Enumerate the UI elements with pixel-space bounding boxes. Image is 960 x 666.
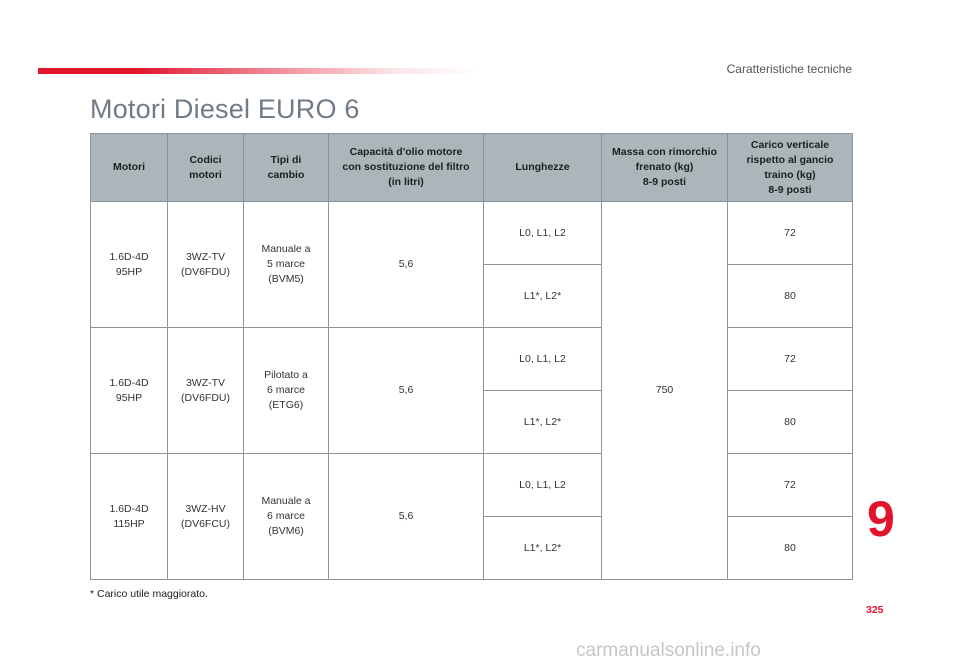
table-header-row xyxy=(91,134,853,202)
column-header-gearbox: Tipi di cambio xyxy=(244,134,329,202)
page-number: 325 xyxy=(866,604,884,616)
vertical-load-cell: 80 xyxy=(728,391,853,454)
vertical-load-cell: 80 xyxy=(728,265,853,328)
oil-capacity-cell: 5,6 xyxy=(329,202,484,328)
table-row xyxy=(91,202,853,265)
watermark: carmanualsonline.info xyxy=(576,640,761,661)
length-cell: L1*, L2* xyxy=(484,391,602,454)
engine-cell: 1.6D-4D 95HP xyxy=(91,202,168,328)
column-header-lengths: Lunghezze xyxy=(484,134,602,202)
trailer-mass-cell: 750 xyxy=(602,202,728,580)
column-header-engine-code: Codici motori xyxy=(168,134,244,202)
length-cell: L1*, L2* xyxy=(484,517,602,580)
oil-capacity-cell: 5,6 xyxy=(329,328,484,454)
section-header: Caratteristiche tecniche xyxy=(726,62,852,76)
column-header-vertical-load: Carico verticale rispetto al gancio traino (kg) 8-9 posti xyxy=(728,134,853,202)
length-cell: L0, L1, L2 xyxy=(484,202,602,265)
engine-code-cell: 3WZ-HV (DV6FCU) xyxy=(168,454,244,580)
engine-cell: 1.6D-4D 95HP xyxy=(91,328,168,454)
header-accent-bar xyxy=(38,68,478,74)
gearbox-cell: Manuale a 5 marce (BVM5) xyxy=(244,202,329,328)
column-header-trailer-mass: Massa con rimorchio frenato (kg) 8-9 posti xyxy=(602,134,728,202)
column-header-engine: Motori xyxy=(91,134,168,202)
chapter-number: 9 xyxy=(867,491,895,547)
oil-capacity-cell: 5,6 xyxy=(329,454,484,580)
engine-code-cell: 3WZ-TV (DV6FDU) xyxy=(168,202,244,328)
vertical-load-cell: 72 xyxy=(728,202,853,265)
length-cell: L1*, L2* xyxy=(484,265,602,328)
column-header-oil-capacity: Capacità d'olio motore con sostituzione del filtro (in litri) xyxy=(329,134,484,202)
vertical-load-cell: 80 xyxy=(728,517,853,580)
table-row xyxy=(91,328,853,391)
vertical-load-cell: 72 xyxy=(728,454,853,517)
engine-cell: 1.6D-4D 115HP xyxy=(91,454,168,580)
table-row xyxy=(91,454,853,517)
gearbox-cell: Pilotato a 6 marce (ETG6) xyxy=(244,328,329,454)
vertical-load-cell: 72 xyxy=(728,328,853,391)
footnote: * Carico utile maggiorato. xyxy=(90,588,208,600)
engine-spec-table xyxy=(90,133,853,580)
length-cell: L0, L1, L2 xyxy=(484,328,602,391)
length-cell: L0, L1, L2 xyxy=(484,454,602,517)
page-title: Motori Diesel EURO 6 xyxy=(90,94,360,124)
engine-code-cell: 3WZ-TV (DV6FDU) xyxy=(168,328,244,454)
gearbox-cell: Manuale a 6 marce (BVM6) xyxy=(244,454,329,580)
